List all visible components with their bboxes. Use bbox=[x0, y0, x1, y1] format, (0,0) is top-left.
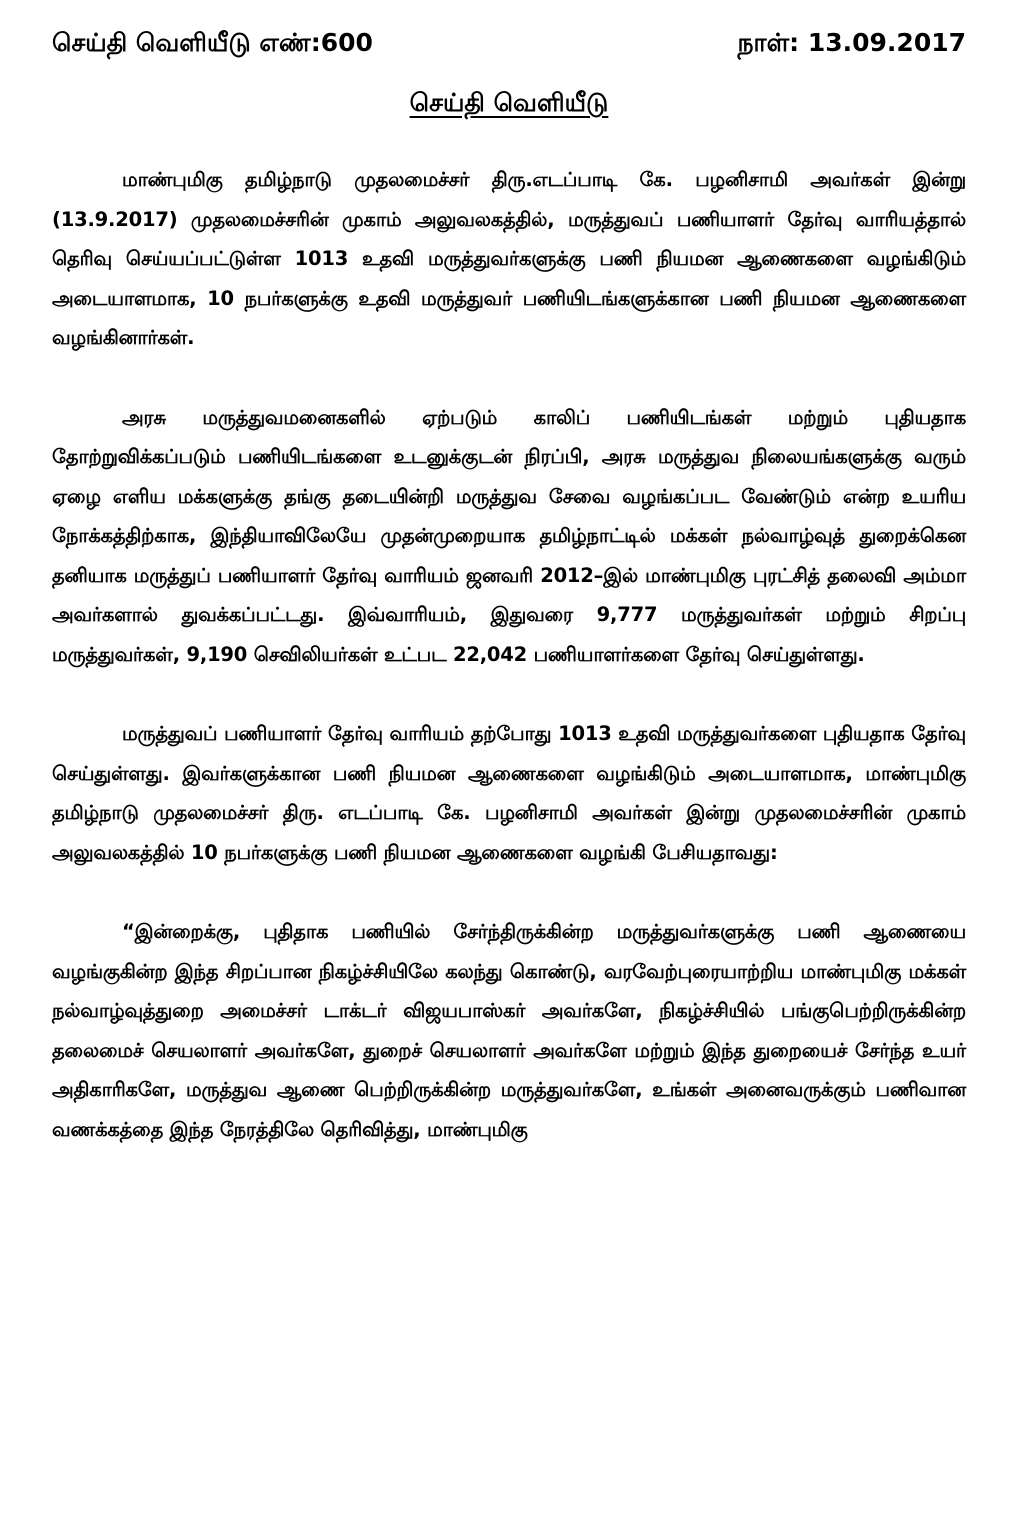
document-body bbox=[52, 160, 966, 1189]
paragraph-4: “இன்றைக்கு, புதிதாக பணியில் சேர்ந்திருக்கின்ற மருத்துவர்களுக்கு பணி ஆணையை வழங்குகின்ற இந்த சிறப்பான நிகழ்ச்சியிலே கலந்து கொண்டு, வரவேற்புரையாற்றிய மாண்புமிகு மக்கள் நல்வாழ்வுத்துறை அமைச்சர் டாக்டர் விஜயபாஸ்கர் அவர்களே, நிகழ்ச்சியில் பங்குபெற்றிருக்கின்ற தலைமைச் செயலாளர் அவர்களே, துறைச் செயலாளர் அவர்களே மற்றும் இந்த துறையைச் சேர்ந்த உயர் அதிகாரிகளே, மருத்துவ ஆணை பெற்றிருக்கின்ற மருத்துவர்களே, உங்கள் அனைவருக்கும் பணிவான வணக்கத்தை இந்த நேரத்திலே தெரிவித்து, மாண்புமிகு bbox=[52, 920, 966, 1141]
paragraph-1: மாண்புமிகு தமிழ்நாடு முதலமைச்சர் திரு.எடப்பாடி கே. பழனிசாமி அவர்கள் இன்று (13.9.2017) முதலமைச்சரின் முகாம் அலுவலகத்தில், மருத்துவப் பணியாளர் தேர்வு வாரியத்தால் தெரிவு செய்யப்பட்டுள்ள 1013 உதவி மருத்துவர்களுக்கு பணி நியமன ஆணைகளை வழங்கிடும் அடையாளமாக, 10 நபர்களுக்கு உதவி மருத்துவர் பணியிடங்களுக்கான பணி நியமன ஆணைகளை வழங்கினார்கள். bbox=[52, 168, 966, 349]
release-date: நாள்: 13.09.2017 bbox=[737, 28, 966, 57]
page-title-wrapper bbox=[0, 88, 1018, 121]
paragraph-2: அரசு மருத்துவமனைகளில் ஏற்படும் காலிப் பணியிடங்கள் மற்றும் புதியதாக தோற்றுவிக்கப்படும் பணியிடங்களை உடனுக்குடன் நிரப்பி, அரசு மருத்துவ நிலையங்களுக்கு வரும் ஏழை எளிய மக்களுக்கு தங்கு தடையின்றி மருத்துவ சேவை வழங்கப்பட வேண்டும் என்ற உயரிய நோக்கத்திற்காக, இந்தியாவிலேயே முதன்முறையாக தமிழ்நாட்டில் மக்கள் நல்வாழ்வுத் துறைக்கென தனியாக மருத்துப் பணியாளர் தேர்வு வாரியம் ஜனவரி 2012–இல் மாண்புமிகு புரட்சித் தலைவி அம்மா அவர்களால் துவக்கப்பட்டது. இவ்வாரியம், இதுவரை 9,777 மருத்துவர்கள் மற்றும் சிறப்பு மருத்துவர்கள், 9,190 செவிலியர்கள் உட்பட 22,042 பணியாளர்களை தேர்வு செய்துள்ளது. bbox=[52, 405, 966, 666]
paragraph-3: மருத்துவப் பணியாளர் தேர்வு வாரியம் தற்போது 1013 உதவி மருத்துவர்களை புதியதாக தேர்வு செய்துள்ளது. இவர்களுக்கான பணி நியமன ஆணைகளை வழங்கிடும் அடையாளமாக, மாண்புமிகு தமிழ்நாடு முதலமைச்சர் திரு. எடப்பாடி கே. பழனிசாமி அவர்கள் இன்று முதலமைச்சரின் முகாம் அலுவலகத்தில் 10 நபர்களுக்கு பணி நியமன ஆணைகளை வழங்கி பேசியதாவது: bbox=[52, 722, 966, 864]
release-number: செய்தி வெளியீடு எண்:600 bbox=[52, 28, 373, 57]
page-title: செய்தி வெளியீடு bbox=[409, 88, 609, 117]
